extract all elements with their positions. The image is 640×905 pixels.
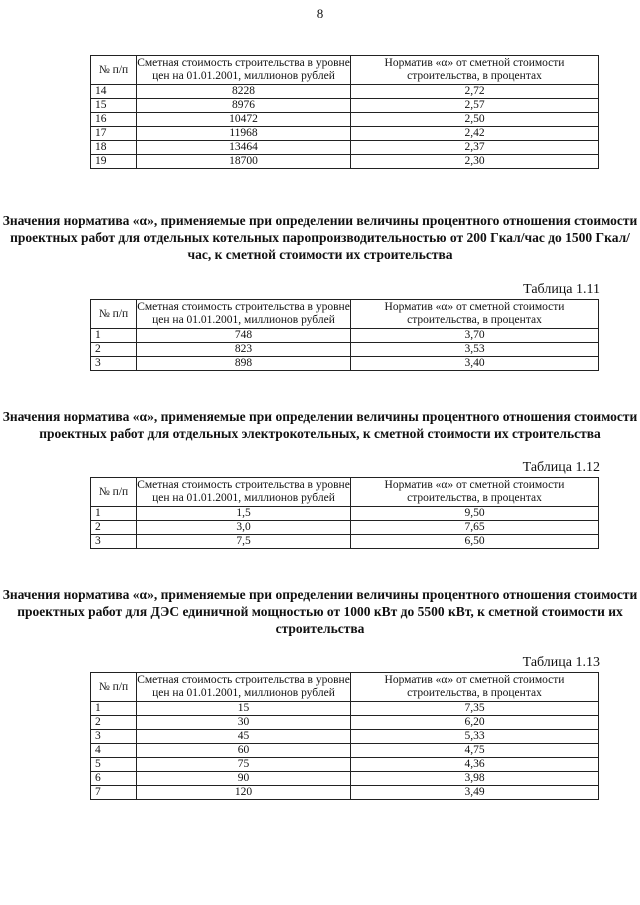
table-row [91,357,599,371]
row-number-cell: 16 [91,113,137,127]
table-row [91,99,599,113]
section-13-heading: Значения норматива «α», применяемые при определении величины процентного отношения стоимости проектных работ для ДЭС единичной мощностью от 1000 кВт до 5500 кВт, к сметной стоимости их строительства [2,587,638,636]
table-13 [90,672,599,800]
col-header-cost: Сметная стоимость строительства в уровне цен на 01.01.2001, миллионов рублей [137,673,351,702]
norm-cell: 5,33 [351,730,599,744]
norm-cell: 7,65 [351,521,599,535]
page-number: 8 [316,6,324,21]
table-row [91,127,599,141]
table-row [91,744,599,758]
table-11-caption: Таблица 1.11 [523,282,600,297]
table-header-row [91,673,599,702]
table-row [91,535,599,549]
col-header-norm: Норматив «α» от сметной стоимости строительства, в процентах [351,478,599,507]
norm-cell: 4,36 [351,758,599,772]
table-header-row [91,56,599,85]
section-11-heading: Значения норматива «α», применяемые при определении величины процентного отношения стоимости проектных работ для отдельных котельных паропроизводительностью от 200 Гкал/час до 1500 Гкал/час, к сметной стоимости их строительства [2,213,638,262]
col-header-number: № п/п [91,56,137,85]
col-header-cost: Сметная стоимость строительства в уровне цен на 01.01.2001, миллионов рублей [137,300,351,329]
cost-cell: 60 [137,744,351,758]
norm-cell: 2,57 [351,99,599,113]
cost-cell: 823 [137,343,351,357]
table-12 [90,477,599,549]
table-row [91,702,599,716]
row-number-cell: 2 [91,343,137,357]
col-header-norm: Норматив «α» от сметной стоимости строительства, в процентах [351,673,599,702]
col-header-norm: Норматив «α» от сметной стоимости строительства, в процентах [351,300,599,329]
norm-cell: 3,70 [351,329,599,343]
col-header-cost: Сметная стоимость строительства в уровне цен на 01.01.2001, миллионов рублей [137,478,351,507]
table-row [91,329,599,343]
cost-cell: 30 [137,716,351,730]
row-number-cell: 1 [91,329,137,343]
section-13-block [90,655,600,800]
norm-cell: 2,42 [351,127,599,141]
cost-cell: 15 [137,702,351,716]
table-12-caption: Таблица 1.12 [522,460,600,475]
table-13-caption: Таблица 1.13 [522,655,600,670]
row-number-cell: 18 [91,141,137,155]
row-number-cell: 2 [91,716,137,730]
norm-cell: 2,50 [351,113,599,127]
table-top [90,55,599,169]
table-row [91,141,599,155]
row-number-cell: 3 [91,535,137,549]
norm-cell: 3,40 [351,357,599,371]
row-number-cell: 2 [91,521,137,535]
table-top-block [90,55,600,169]
cost-cell: 748 [137,329,351,343]
table-row [91,155,599,169]
row-number-cell: 1 [91,507,137,521]
row-number-cell: 3 [91,730,137,744]
section-12-heading: Значения норматива «α», применяемые при определении величины процентного отношения стоимости проектных работ для отдельных электрокотельных, к сметной стоимости их строительства [2,409,638,441]
row-number-cell: 14 [91,85,137,99]
table-row [91,85,599,99]
norm-cell: 7,35 [351,702,599,716]
table-row [91,716,599,730]
cost-cell: 120 [137,786,351,800]
col-header-number: № п/п [91,300,137,329]
row-number-cell: 15 [91,99,137,113]
norm-cell: 3,98 [351,772,599,786]
cost-cell: 75 [137,758,351,772]
row-number-cell: 1 [91,702,137,716]
table-header-row [91,300,599,329]
table-row [91,772,599,786]
norm-cell: 3,53 [351,343,599,357]
table-row [91,758,599,772]
table-row [91,730,599,744]
norm-cell: 6,20 [351,716,599,730]
cost-cell: 1,5 [137,507,351,521]
section-12-block [90,460,600,549]
cost-cell: 8976 [137,99,351,113]
row-number-cell: 3 [91,357,137,371]
col-header-number: № п/п [91,673,137,702]
norm-cell: 9,50 [351,507,599,521]
table-header-row [91,478,599,507]
row-number-cell: 7 [91,786,137,800]
col-header-cost: Сметная стоимость строительства в уровне цен на 01.01.2001, миллионов рублей [137,56,351,85]
cost-cell: 898 [137,357,351,371]
cost-cell: 7,5 [137,535,351,549]
norm-cell: 2,37 [351,141,599,155]
cost-cell: 10472 [137,113,351,127]
norm-cell: 6,50 [351,535,599,549]
col-header-number: № п/п [91,478,137,507]
row-number-cell: 19 [91,155,137,169]
norm-cell: 2,30 [351,155,599,169]
col-header-norm: Норматив «α» от сметной стоимости строительства, в процентах [351,56,599,85]
cost-cell: 3,0 [137,521,351,535]
table-11 [90,299,599,371]
table-row [91,113,599,127]
table-row [91,786,599,800]
cost-cell: 90 [137,772,351,786]
norm-cell: 3,49 [351,786,599,800]
norm-cell: 4,75 [351,744,599,758]
cost-cell: 13464 [137,141,351,155]
table-row [91,343,599,357]
cost-cell: 8228 [137,85,351,99]
norm-cell: 2,72 [351,85,599,99]
cost-cell: 45 [137,730,351,744]
row-number-cell: 5 [91,758,137,772]
cost-cell: 18700 [137,155,351,169]
table-row [91,521,599,535]
table-row [91,507,599,521]
row-number-cell: 4 [91,744,137,758]
row-number-cell: 17 [91,127,137,141]
section-11-block [90,282,600,371]
row-number-cell: 6 [91,772,137,786]
cost-cell: 11968 [137,127,351,141]
